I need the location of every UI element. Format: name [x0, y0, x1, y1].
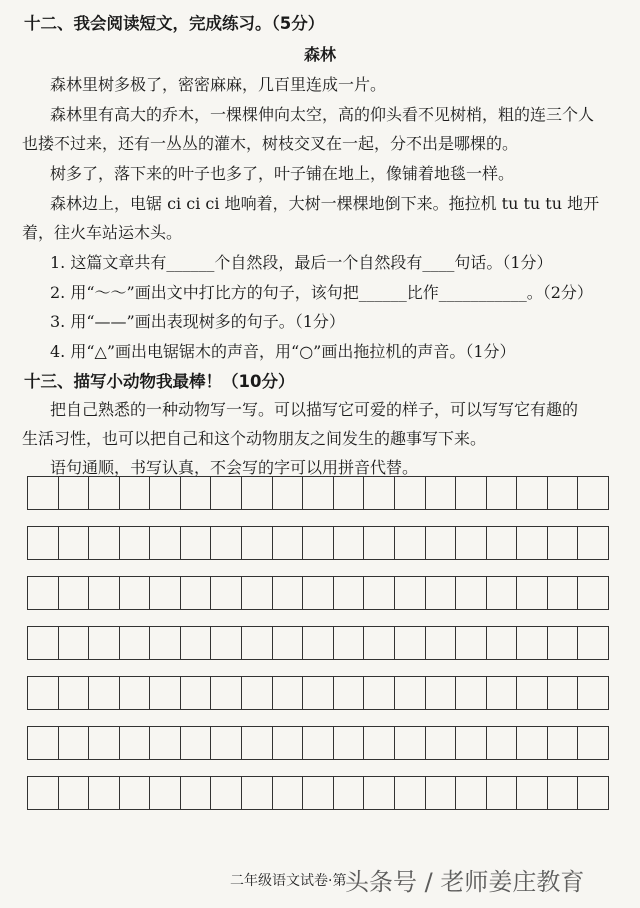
grid-cell[interactable] — [180, 777, 211, 809]
grid-cell[interactable] — [486, 577, 517, 609]
grid-cell[interactable] — [210, 777, 241, 809]
grid-row[interactable] — [27, 476, 609, 510]
grid-cell[interactable] — [363, 777, 394, 809]
writing-instruction-line-2: 生活习性，也可以把自己和这个动物朋友之间发生的趣事写下来。 — [22, 429, 487, 448]
writing-grid[interactable] — [27, 476, 611, 812]
passage-paragraph-4-line-1: 森林边上，电锯 ci ci ci 地响着，大树一棵棵地倒下来。拖拉机 tu tu tu 地开 — [50, 194, 600, 213]
grid-cell[interactable] — [333, 677, 364, 709]
question-1: 1. 这篇文章共有______个自然段，最后一个自然段有____句话。（1分） — [50, 253, 553, 272]
grid-cell[interactable] — [394, 477, 425, 509]
grid-cell[interactable] — [58, 677, 89, 709]
grid-cell[interactable] — [547, 577, 578, 609]
grid-cell[interactable] — [149, 677, 180, 709]
grid-cell[interactable] — [119, 477, 150, 509]
grid-cell[interactable] — [577, 777, 608, 809]
grid-cell[interactable] — [58, 627, 89, 659]
grid-row[interactable] — [27, 776, 609, 810]
grid-cell[interactable] — [28, 477, 58, 509]
watermark: 头条号 / 老师姜庄教育 — [345, 868, 585, 896]
grid-cell[interactable] — [241, 727, 272, 759]
grid-cell[interactable] — [394, 577, 425, 609]
passage-paragraph-1: 森林里树多极了，密密麻麻，几百里连成一片。 — [50, 75, 387, 94]
grid-cell[interactable] — [28, 677, 58, 709]
grid-cell[interactable] — [425, 627, 456, 659]
grid-cell[interactable] — [180, 727, 211, 759]
grid-cell[interactable] — [241, 527, 272, 559]
grid-cell[interactable] — [516, 477, 547, 509]
grid-cell[interactable] — [241, 677, 272, 709]
grid-cell[interactable] — [486, 677, 517, 709]
grid-cell[interactable] — [302, 627, 333, 659]
grid-cell[interactable] — [486, 527, 517, 559]
grid-row[interactable] — [27, 576, 609, 610]
section-12-heading: 十二、我会阅读短文，完成练习。（5分） — [24, 14, 325, 33]
grid-cell[interactable] — [302, 477, 333, 509]
grid-cell[interactable] — [210, 677, 241, 709]
grid-cell[interactable] — [210, 627, 241, 659]
grid-cell[interactable] — [333, 477, 364, 509]
grid-cell[interactable] — [302, 727, 333, 759]
page-footer: 二年级语文试卷·第 — [230, 873, 347, 889]
grid-row[interactable] — [27, 676, 609, 710]
grid-cell[interactable] — [272, 477, 303, 509]
grid-cell[interactable] — [577, 477, 608, 509]
grid-cell[interactable] — [149, 777, 180, 809]
grid-cell[interactable] — [516, 677, 547, 709]
grid-cell[interactable] — [333, 627, 364, 659]
grid-cell[interactable] — [333, 577, 364, 609]
grid-cell[interactable] — [241, 577, 272, 609]
grid-cell[interactable] — [547, 477, 578, 509]
grid-cell[interactable] — [180, 627, 211, 659]
grid-cell[interactable] — [425, 527, 456, 559]
grid-cell[interactable] — [394, 627, 425, 659]
grid-cell[interactable] — [302, 777, 333, 809]
grid-cell[interactable] — [333, 727, 364, 759]
grid-cell[interactable] — [394, 677, 425, 709]
grid-cell[interactable] — [88, 627, 119, 659]
grid-cell[interactable] — [58, 527, 89, 559]
grid-cell[interactable] — [455, 577, 486, 609]
grid-cell[interactable] — [88, 727, 119, 759]
grid-cell[interactable] — [88, 677, 119, 709]
grid-cell[interactable] — [180, 477, 211, 509]
grid-cell[interactable] — [363, 577, 394, 609]
passage-title: 森林 — [303, 45, 336, 64]
grid-cell[interactable] — [88, 577, 119, 609]
grid-cell[interactable] — [210, 527, 241, 559]
grid-cell[interactable] — [455, 627, 486, 659]
grid-cell[interactable] — [547, 677, 578, 709]
grid-cell[interactable] — [486, 477, 517, 509]
grid-cell[interactable] — [516, 627, 547, 659]
grid-cell[interactable] — [425, 777, 456, 809]
grid-cell[interactable] — [272, 727, 303, 759]
grid-cell[interactable] — [547, 627, 578, 659]
grid-cell[interactable] — [180, 677, 211, 709]
grid-cell[interactable] — [363, 527, 394, 559]
grid-cell[interactable] — [577, 677, 608, 709]
grid-cell[interactable] — [394, 527, 425, 559]
grid-cell[interactable] — [363, 677, 394, 709]
grid-cell[interactable] — [119, 627, 150, 659]
grid-cell[interactable] — [302, 527, 333, 559]
grid-cell[interactable] — [455, 677, 486, 709]
grid-cell[interactable] — [58, 577, 89, 609]
grid-cell[interactable] — [577, 577, 608, 609]
passage-paragraph-2-line-2: 也搂不过来，还有一丛丛的灌木，树枝交叉在一起，分不出是哪棵的。 — [22, 134, 519, 153]
passage-paragraph-3: 树多了，落下来的叶子也多了，叶子铺在地上，像铺着地毯一样。 — [50, 164, 515, 183]
grid-cell[interactable] — [272, 777, 303, 809]
grid-cell[interactable] — [455, 477, 486, 509]
grid-cell[interactable] — [119, 777, 150, 809]
grid-cell[interactable] — [394, 777, 425, 809]
grid-cell[interactable] — [180, 527, 211, 559]
grid-cell[interactable] — [58, 477, 89, 509]
grid-cell[interactable] — [28, 627, 58, 659]
grid-cell[interactable] — [486, 727, 517, 759]
grid-cell[interactable] — [547, 777, 578, 809]
grid-cell[interactable] — [363, 477, 394, 509]
grid-cell[interactable] — [149, 727, 180, 759]
writing-instruction-line-3: 语句通顺，书写认真，不会写的字可以用拼音代替。 — [50, 458, 419, 477]
grid-cell[interactable] — [119, 727, 150, 759]
grid-cell[interactable] — [241, 477, 272, 509]
grid-cell[interactable] — [210, 577, 241, 609]
grid-cell[interactable] — [363, 627, 394, 659]
grid-cell[interactable] — [272, 627, 303, 659]
grid-row[interactable] — [27, 726, 609, 760]
question-4: 4. 用“△”画出电锯锯木的声音，用“○”画出拖拉机的声音。（1分） — [50, 342, 516, 361]
grid-cell[interactable] — [58, 777, 89, 809]
grid-cell[interactable] — [119, 677, 150, 709]
grid-cell[interactable] — [119, 577, 150, 609]
grid-cell[interactable] — [577, 627, 608, 659]
grid-cell[interactable] — [149, 627, 180, 659]
grid-row[interactable] — [27, 526, 609, 560]
grid-cell[interactable] — [28, 777, 58, 809]
grid-cell[interactable] — [302, 577, 333, 609]
grid-cell[interactable] — [455, 527, 486, 559]
grid-cell[interactable] — [58, 727, 89, 759]
grid-cell[interactable] — [272, 527, 303, 559]
grid-cell[interactable] — [486, 777, 517, 809]
grid-cell[interactable] — [425, 677, 456, 709]
grid-cell[interactable] — [363, 727, 394, 759]
grid-cell[interactable] — [88, 777, 119, 809]
grid-cell[interactable] — [516, 727, 547, 759]
grid-cell[interactable] — [425, 577, 456, 609]
grid-row[interactable] — [27, 626, 609, 660]
grid-cell[interactable] — [149, 477, 180, 509]
writing-instruction-line-1: 把自己熟悉的一种动物写一写。可以描写它可爱的样子，可以写写它有趣的 — [50, 400, 579, 419]
grid-cell[interactable] — [241, 627, 272, 659]
question-3: 3. 用“——”画出表现树多的句子。（1分） — [50, 312, 345, 331]
grid-cell[interactable] — [333, 777, 364, 809]
grid-cell[interactable] — [149, 577, 180, 609]
grid-cell[interactable] — [516, 577, 547, 609]
grid-cell[interactable] — [455, 727, 486, 759]
grid-cell[interactable] — [210, 727, 241, 759]
grid-cell[interactable] — [455, 777, 486, 809]
section-13-heading: 十三、描写小动物我最棒！（10分） — [24, 372, 295, 391]
grid-cell[interactable] — [425, 727, 456, 759]
grid-cell[interactable] — [516, 527, 547, 559]
grid-cell[interactable] — [88, 527, 119, 559]
grid-cell[interactable] — [577, 727, 608, 759]
passage-paragraph-2-line-1: 森林里有高大的乔木，一棵棵伸向太空，高的仰头看不见树梢，粗的连三个人 — [50, 105, 595, 124]
grid-cell[interactable] — [28, 727, 58, 759]
question-2: 2. 用“～～”画出文中打比方的句子，该句把______比作___________。（2分） — [50, 283, 593, 302]
grid-cell[interactable] — [272, 577, 303, 609]
grid-cell[interactable] — [516, 777, 547, 809]
grid-cell[interactable] — [241, 777, 272, 809]
grid-cell[interactable] — [28, 577, 58, 609]
grid-cell[interactable] — [272, 677, 303, 709]
grid-cell[interactable] — [547, 527, 578, 559]
passage-paragraph-4-line-2: 着，往火车站运木头。 — [22, 223, 183, 242]
grid-cell[interactable] — [149, 527, 180, 559]
grid-cell[interactable] — [547, 727, 578, 759]
grid-cell[interactable] — [486, 627, 517, 659]
grid-cell[interactable] — [394, 727, 425, 759]
grid-cell[interactable] — [577, 527, 608, 559]
grid-cell[interactable] — [180, 577, 211, 609]
grid-cell[interactable] — [210, 477, 241, 509]
grid-cell[interactable] — [28, 527, 58, 559]
grid-cell[interactable] — [88, 477, 119, 509]
grid-cell[interactable] — [333, 527, 364, 559]
grid-cell[interactable] — [302, 677, 333, 709]
grid-cell[interactable] — [425, 477, 456, 509]
grid-cell[interactable] — [119, 527, 150, 559]
